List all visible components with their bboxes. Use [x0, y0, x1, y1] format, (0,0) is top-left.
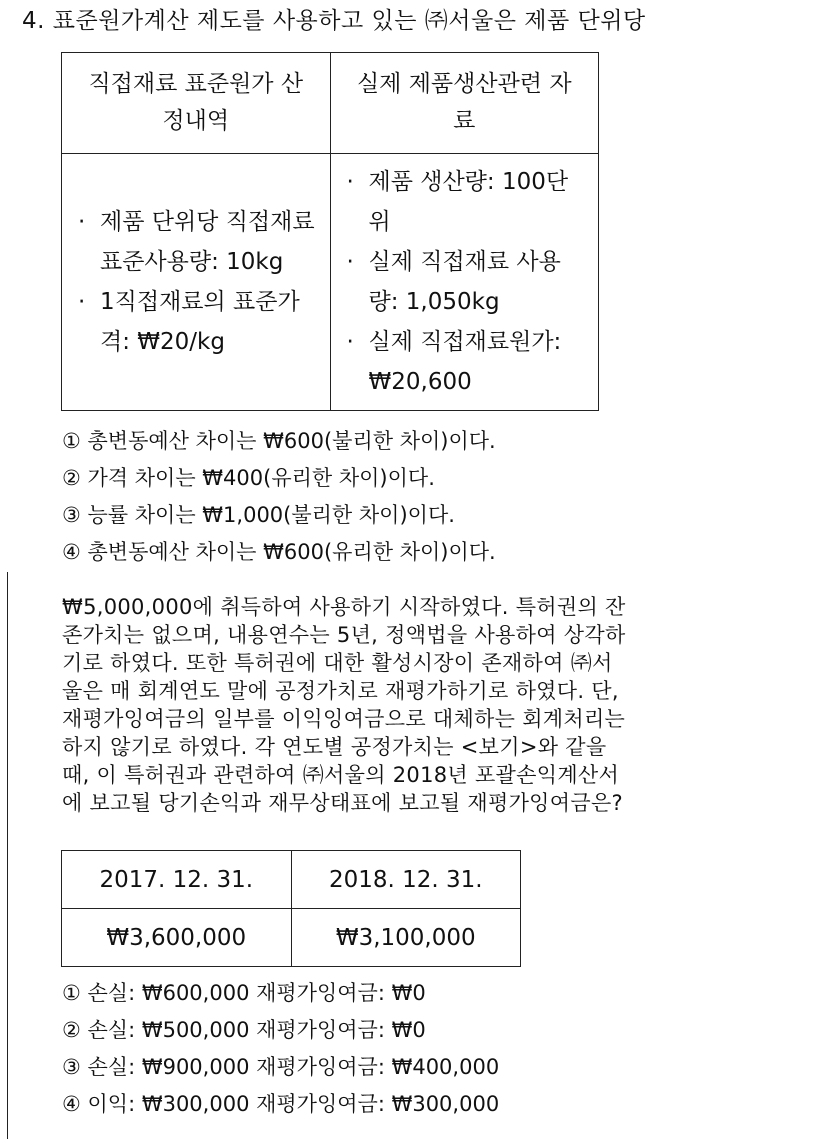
question-choices: [62, 975, 499, 1123]
list-item: [345, 322, 591, 402]
paragraph-line: 기로 하였다. 또한 특허권에 대한 활성시장이 존재하여 ㈜서: [62, 651, 613, 675]
bullet-dot: ·: [346, 329, 354, 355]
choice-4[interactable]: ④ 이익: ₩300,000 재평가잉여금: ₩300,000: [62, 1092, 500, 1116]
bullet-dot: ·: [78, 209, 86, 235]
table-header-standard-cost: 직접재료 표준원가 산정내역: [62, 53, 331, 154]
standard-cost-cell: [62, 154, 331, 411]
bullet-dot: ·: [346, 169, 354, 195]
value-cell: ₩3,600,000: [62, 909, 292, 967]
bullet-dot: ·: [78, 289, 86, 315]
date-cell: 2018. 12. 31.: [291, 851, 521, 909]
list-item: [345, 162, 591, 242]
paragraph-line: 때, 이 특허권과 관련하여 ㈜서울의 2018년 포괄손익계산서: [62, 763, 620, 787]
choice-4[interactable]: ④ 총변동예산 차이는 ₩600(유리한 차이)이다.: [62, 540, 496, 564]
question-4-choices: [62, 423, 496, 571]
list-item-text: 제품 생산량: 100단위: [368, 169, 569, 235]
actual-data-cell: [330, 154, 599, 411]
list-item-text: 실제 직접재료원가: ₩20,600: [368, 329, 562, 395]
list-item: [345, 242, 591, 322]
paragraph-line: ₩5,000,000에 취득하여 사용하기 시작하였다. 특허권의 잔: [62, 595, 626, 619]
paragraph-line: 재평가잉여금의 일부를 이익잉여금으로 대체하는 회계처리는: [62, 707, 626, 731]
question-paragraph: [62, 593, 792, 817]
paragraph-line: 울은 매 회계연도 말에 공정가치로 재평가하기로 하였다. 단,: [62, 679, 619, 703]
value-cell: ₩3,100,000: [291, 909, 521, 967]
choice-1[interactable]: ① 손실: ₩600,000 재평가잉여금: ₩0: [62, 981, 426, 1005]
fair-value-table: [61, 850, 521, 967]
paragraph-line: 존가치는 없으며, 내용연수는 5년, 정액법을 사용하여 상각하: [62, 623, 626, 647]
question-title: 4. 표준원가계산 제도를 사용하고 있는 ㈜서울은 제품 단위당: [22, 8, 646, 34]
paragraph-line: 하지 않기로 하였다. 각 연도별 공정가치는 <보기>와 같을: [62, 735, 607, 759]
paragraph-line: 에 보고될 당기손익과 재무상태표에 보고될 재평가잉여금은?: [62, 791, 623, 815]
list-item: [76, 202, 322, 282]
bullet-dot: ·: [346, 249, 354, 275]
column-divider: [7, 572, 8, 1139]
list-item-text: 제품 단위당 직접재료표준사용량: 10kg: [100, 209, 315, 275]
table-header-actual-data: 실제 제품생산관련 자료: [330, 53, 599, 154]
choice-3[interactable]: ③ 능률 차이는 ₩1,000(불리한 차이)이다.: [62, 503, 455, 527]
list-item-text: 실제 직접재료 사용량: 1,050kg: [368, 249, 561, 315]
choice-3[interactable]: ③ 손실: ₩900,000 재평가잉여금: ₩400,000: [62, 1055, 500, 1079]
date-cell: 2017. 12. 31.: [62, 851, 292, 909]
standard-cost-table: [61, 52, 599, 411]
choice-2[interactable]: ② 가격 차이는 ₩400(유리한 차이)이다.: [62, 466, 435, 490]
choice-2[interactable]: ② 손실: ₩500,000 재평가잉여금: ₩0: [62, 1018, 426, 1042]
list-item-text: 1직접재료의 표준가격: ₩20/kg: [100, 289, 300, 355]
list-item: [76, 282, 322, 362]
choice-1[interactable]: ① 총변동예산 차이는 ₩600(불리한 차이)이다.: [62, 429, 496, 453]
